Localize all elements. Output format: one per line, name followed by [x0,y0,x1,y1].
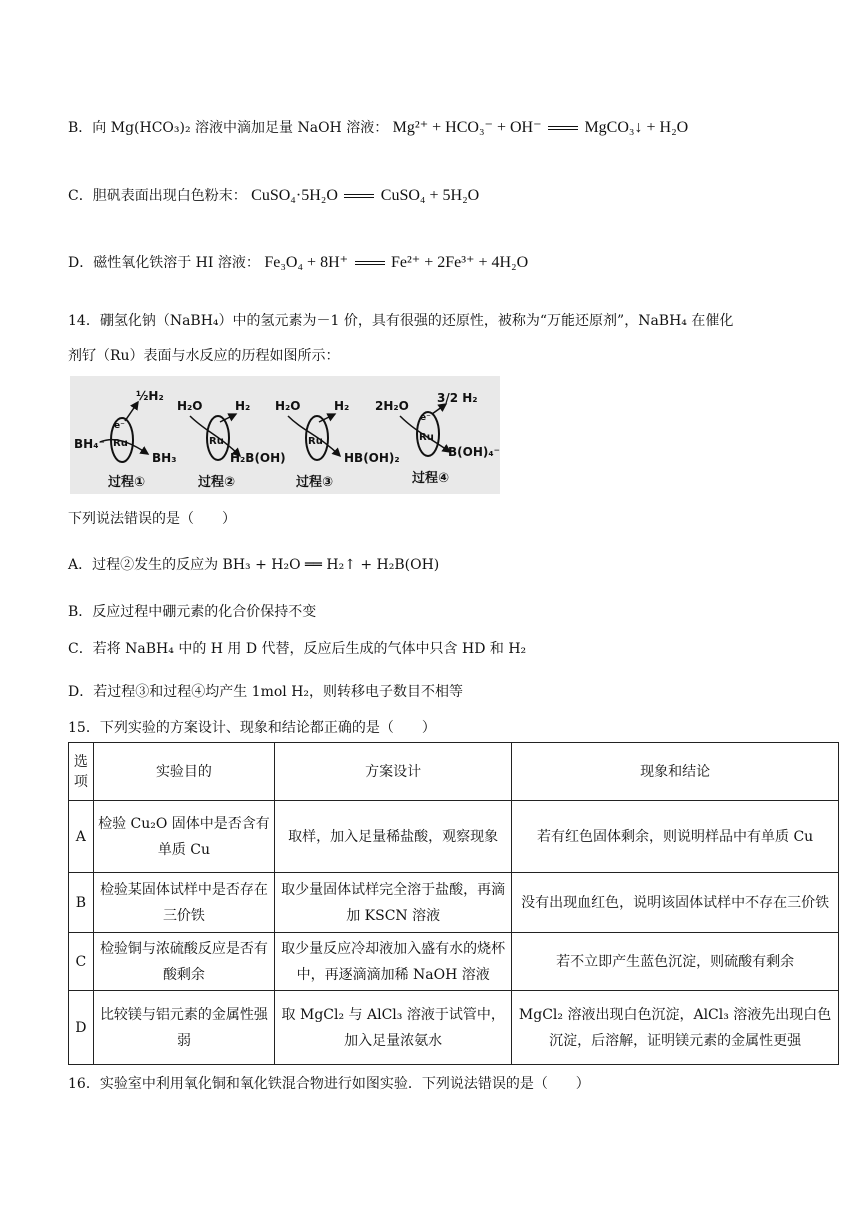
ru-label: Ru [308,436,323,447]
q13-option-c [68,186,479,206]
step4-product: 3/2 H₂ [437,391,478,405]
reaction-scheme-figure [70,376,500,494]
table-header-row [69,743,839,801]
step1-gas: ½H₂ [136,389,164,403]
header-result: 现象和结论 [512,743,839,801]
step-label-2: 过程② [198,475,236,490]
row-purpose: 检验某固体试样中是否存在三价铁 [93,873,274,933]
q15-options-table [68,742,839,1065]
q13-option-b-eq-right: MgCO₃↓ + H₂O [584,119,689,136]
scheme-start-species: BH₄⁻ [74,437,105,451]
q13-option-d-text: D．磁性氧化铁溶于 HI 溶液： [68,255,260,271]
electron-label: e⁻ [420,413,431,423]
table-row [69,873,839,933]
row-label: A [69,801,94,873]
table-row [69,933,839,991]
step-label-4: 过程④ [412,471,450,486]
q14-stem-line2: 剂钌（Ru）表面与水反应的历程如图所示： [68,348,340,364]
row-design: 取少量反应冷却液加入盛有水的烧杯中，再逐滴滴加稀 NaOH 溶液 [275,933,512,991]
table-row [69,801,839,873]
q13-option-d-eq-left: Fe₃O₄ + 8H⁺ [264,254,349,271]
q13-option-c-text: C．胆矾表面出现白色粉末： [68,188,247,204]
row-purpose: 检验 Cu₂O 固体中是否含有单质 Cu [93,801,274,873]
step-label-1: 过程① [108,475,146,490]
electron-label: e⁻ [114,421,125,431]
q13-option-d-eq-right: Fe²⁺ + 2Fe³⁺ + 4H₂O [390,254,529,271]
step-label-3: 过程③ [296,475,334,490]
row-purpose: 检验铜与浓硫酸反应是否有酸剩余 [93,933,274,991]
q13-option-d [68,253,528,273]
header-option: 选项 [69,743,94,801]
table-row [69,991,839,1065]
row-result: 若有红色固体剩余，则说明样品中有单质 Cu [512,801,839,873]
step2-reactant: H₂O [177,399,203,413]
row-result: 没有出现血红色，说明该固体试样中不存在三价铁 [512,873,839,933]
q13-option-c-eq-right: CuSO₄ + 5H₂O [380,187,480,204]
species-h2boh: H₂B(OH) [230,451,286,465]
equals-sign [344,194,374,198]
q15-stem: 15．下列实验的方案设计、现象和结论都正确的是（ ） [68,720,436,736]
row-label: C [69,933,94,991]
ru-label: Ru [113,438,128,449]
step3-product: H₂ [334,399,350,413]
header-design: 方案设计 [275,743,512,801]
step4-gas-arrow [432,404,446,414]
step1-gas-arrow [125,402,138,421]
q13-option-b-text: B．向 Mg(HCO₃)₂ 溶液中滴加足量 NaOH 溶液： [68,120,389,136]
q14-option-c: C．若将 NaBH₄ 中的 H 用 D 代替，反应后生成的气体中只含 HD 和 H₂ [68,641,527,657]
equals-sign [355,261,385,265]
q16-stem: 16．实验室中利用氧化铜和氧化铁混合物进行如图实验．下列说法错误的是（ ） [68,1076,590,1092]
row-label: B [69,873,94,933]
q14-option-d: D．若过程③和过程④均产生 1mol H₂，则转移电子数目不相等 [68,684,464,700]
header-purpose: 实验目的 [93,743,274,801]
species-hboh2: HB(OH)₂ [344,451,400,465]
step3-reactant: H₂O [275,399,301,413]
row-design: 取样，加入足量稀盐酸，观察现象 [275,801,512,873]
step4-reactant: 2H₂O [375,399,409,413]
step3-arrow [288,416,340,456]
row-result: 若不立即产生蓝色沉淀，则硫酸有剩余 [512,933,839,991]
species-boh4: B(OH)₄⁻ [448,445,500,459]
q14-option-b: B．反应过程中硼元素的化合价保持不变 [68,604,317,620]
ru-label: Ru [209,436,224,447]
ru-label: Ru [419,432,434,443]
row-label: D [69,991,94,1065]
q14-option-a: A．过程②发生的反应为 BH₃ + H₂O ══ H₂↑ + H₂B(OH) [68,557,440,573]
q14-prompt: 下列说法错误的是（ ） [68,511,236,527]
q13-option-b-eq-left: Mg²⁺ + HCO₃⁻ + OH⁻ [392,119,542,136]
step2-product: H₂ [235,399,251,413]
row-design: 取少量固体试样完全溶于盐酸，再滴加 KSCN 溶液 [275,873,512,933]
q13-option-b [68,118,688,138]
species-bh3: BH₃ [152,451,177,465]
equals-sign [548,126,578,130]
q13-option-c-eq-left: CuSO₄·5H₂O [251,187,338,204]
row-design: 取 MgCl₂ 与 AlCl₃ 溶液于试管中，加入足量浓氨水 [275,991,512,1065]
row-result: MgCl₂ 溶液出现白色沉淀，AlCl₃ 溶液先出现白色沉淀，后溶解，证明镁元素的金属性更强 [512,991,839,1065]
reaction-scheme-svg [70,376,500,494]
step2-arrow [190,416,240,456]
row-purpose: 比较镁与铝元素的金属性强弱 [93,991,274,1065]
q14-stem-line1: 14．硼氢化钠（NaBH₄）中的氢元素为－1 价，具有很强的还原性，被称为“万能还原剂”，NaBH₄ 在催化 [68,313,734,329]
